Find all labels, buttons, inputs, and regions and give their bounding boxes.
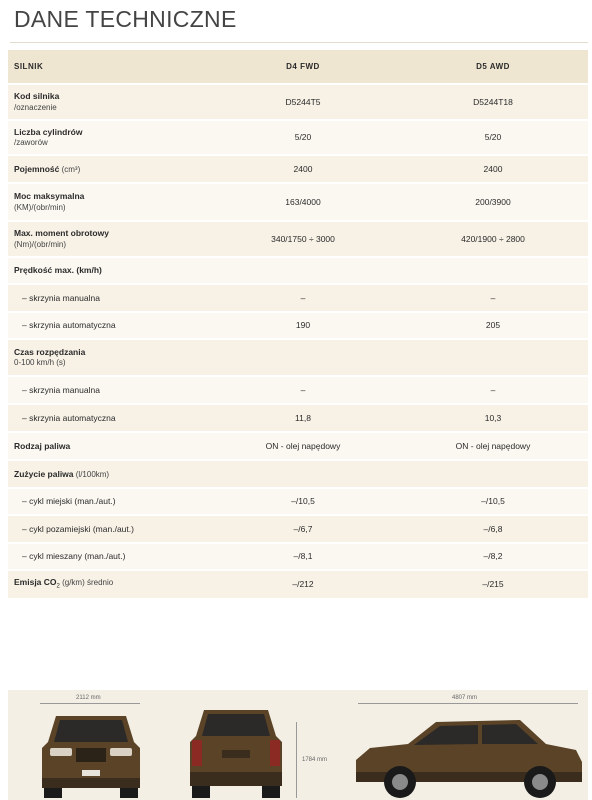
row-label: Emisja CO <box>14 577 57 588</box>
row-label: Kod silnika <box>14 91 60 102</box>
value-d5: 420/1900 ÷ 2800 <box>461 233 525 244</box>
row-label: – cykl mieszany (man./aut.) <box>22 551 126 562</box>
table-row-top-speed-automatic <box>8 312 588 339</box>
value-d5: –/6,8 <box>483 523 503 534</box>
value-d4: – <box>300 384 306 395</box>
value-d4: D5244T5 <box>285 96 321 107</box>
value-d4: 5/20 <box>294 132 312 143</box>
table-row-max-torque <box>8 221 588 257</box>
car-front-view-image <box>36 708 146 800</box>
row-label: – cykl pozamiejski (man./aut.) <box>22 523 134 534</box>
table-header-row <box>8 50 588 84</box>
value-d4 <box>208 339 398 376</box>
width-dimension-label: 2112 mm <box>76 695 101 701</box>
value-d4: 340/1750 ÷ 3000 <box>271 233 335 244</box>
header-engine: SILNIK <box>14 61 44 71</box>
row-label: Max. moment obrotowy <box>14 228 109 239</box>
table-row-urban-cycle <box>8 488 588 515</box>
table-row-fuel-type <box>8 432 588 460</box>
row-sublabel: (Nm)/(obr/min) <box>14 239 66 249</box>
row-label-unit: (l/100km) <box>73 469 110 479</box>
table-row-acceleration-automatic <box>8 404 588 432</box>
value-d5: –/8,2 <box>483 551 503 562</box>
length-dimension-line <box>358 703 578 704</box>
value-d4 <box>208 460 398 488</box>
row-label: – skrzynia manualna <box>22 292 100 303</box>
row-label: Liczba cylindrów <box>14 126 83 137</box>
value-d5: D5244T18 <box>473 96 513 107</box>
height-dimension-label: 1784 mm <box>302 757 328 763</box>
value-d4: 11,8 <box>295 412 311 423</box>
value-d4 <box>208 257 398 284</box>
value-d4: –/212 <box>292 579 314 590</box>
value-d5: 2400 <box>483 163 503 174</box>
row-label: – skrzynia manualna <box>22 384 100 395</box>
table-row-engine-code <box>8 84 588 120</box>
row-label: Rodzaj paliwa <box>14 440 71 451</box>
value-d5: 200/3900 <box>475 196 511 207</box>
height-dimension-line <box>296 722 297 798</box>
table-row-fuel-consumption <box>8 460 588 488</box>
row-sublabel: (KM)/(obr/min) <box>14 202 66 212</box>
value-d5: 205 <box>485 320 501 331</box>
table-row-displacement <box>8 155 588 183</box>
row-label: Pojemność <box>14 163 60 174</box>
value-d4: –/6,7 <box>293 523 313 534</box>
table-row-combined-cycle <box>8 543 588 570</box>
row-label: – skrzynia automatyczna <box>22 320 116 331</box>
table-row-top-speed-manual <box>8 284 588 312</box>
row-label: Zużycie paliwa <box>14 468 74 479</box>
value-d5: ON - olej napędowy <box>455 440 531 451</box>
row-label: Moc maksymalna <box>14 191 85 202</box>
table-row-acceleration <box>8 339 588 376</box>
value-d5: –/215 <box>482 579 504 590</box>
page-title: DANE TECHNICZNE <box>14 6 237 32</box>
value-d4: ON - olej napędowy <box>265 440 341 451</box>
row-label: Prędkość max. (km/h) <box>14 265 102 276</box>
row-sublabel: 0-100 km/h (s) <box>14 358 66 368</box>
value-d5: 10,3 <box>484 412 502 423</box>
row-label-subscript: 2 <box>56 584 60 591</box>
length-dimension-label: 4807 mm <box>452 695 478 701</box>
row-sublabel: /zaworów <box>14 138 48 148</box>
value-d4: 2400 <box>293 163 313 174</box>
table-row-max-power <box>8 183 588 221</box>
spec-table <box>8 50 588 600</box>
value-d4: 163/4000 <box>285 196 321 207</box>
value-d4: 190 <box>295 320 311 331</box>
table-row-top-speed <box>8 257 588 284</box>
value-d5: 5/20 <box>484 132 502 143</box>
width-dimension-line <box>40 703 140 704</box>
table-row-extra-urban-cycle <box>8 515 588 543</box>
row-label-unit: (cm³) <box>59 164 81 174</box>
value-d5: – <box>490 292 496 303</box>
car-rear-view-image <box>186 706 286 800</box>
value-d5: –/10,5 <box>481 496 505 507</box>
row-label: – cykl miejski (man./aut.) <box>22 496 116 507</box>
table-row-acceleration-manual <box>8 376 588 404</box>
row-label: Czas rozpędzania <box>14 346 86 357</box>
value-d5 <box>398 339 588 376</box>
value-d5 <box>398 460 588 488</box>
row-label-unit: (g/km) średnio <box>59 578 114 588</box>
car-side-view-image <box>350 714 586 800</box>
header-d5-awd: D5 AWD <box>476 61 510 71</box>
header-d4-fwd: D4 FWD <box>286 61 320 71</box>
row-label: – skrzynia automatyczna <box>22 412 116 423</box>
table-row-cylinders <box>8 120 588 155</box>
value-d4: –/8,1 <box>293 551 313 562</box>
value-d5 <box>398 257 588 284</box>
table-row-co2-emission <box>8 570 588 599</box>
value-d4: –/10,5 <box>291 496 315 507</box>
row-sublabel: /oznaczenie <box>14 102 57 112</box>
value-d4: – <box>300 292 306 303</box>
title-divider <box>10 42 588 43</box>
value-d5: – <box>490 384 496 395</box>
